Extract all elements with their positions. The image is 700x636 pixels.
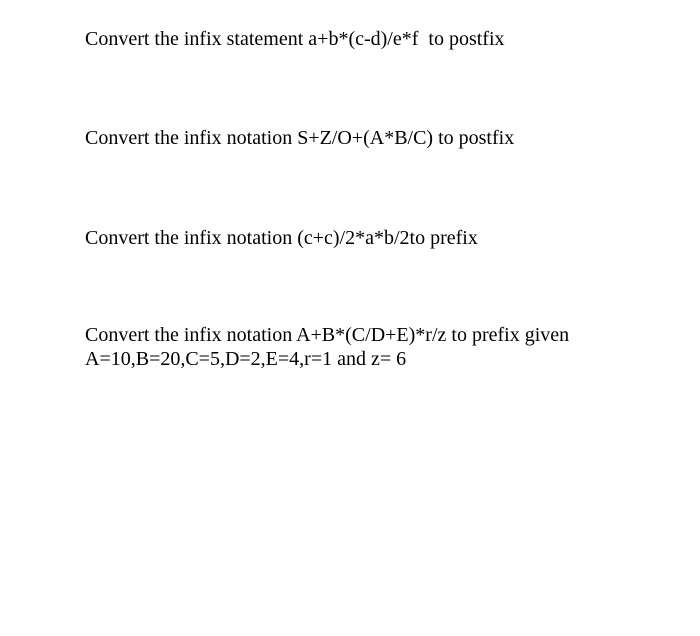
- question-2: [85, 126, 514, 150]
- question-1-line-1: Convert the infix statement a+b*(c-d)/e*f to postfix: [85, 28, 505, 50]
- question-4-line-2: A=10,B=20,C=5,D=2,E=4,r=1 and z= 6: [85, 348, 407, 370]
- question-2-line-1: Convert the infix notation S+Z/O+(A*B/C) to postfix: [85, 127, 515, 149]
- question-4-line-1: Convert the infix notation A+B*(C/D+E)*r/z to prefix given: [85, 324, 570, 346]
- question-4: [85, 323, 569, 371]
- question-1: [85, 27, 505, 51]
- question-3: [85, 226, 478, 250]
- question-3-line-1: Convert the infix notation (c+c)/2*a*b/2to prefix: [85, 227, 478, 249]
